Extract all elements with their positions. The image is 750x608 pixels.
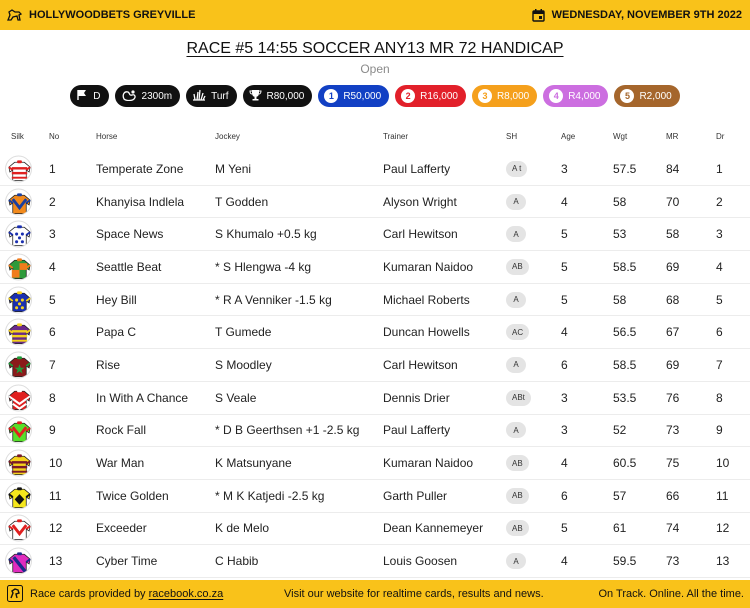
table-row[interactable] bbox=[0, 218, 750, 251]
runner-draw: 9 bbox=[716, 423, 723, 438]
runner-weight: 57.5 bbox=[613, 161, 637, 176]
col-no: No bbox=[49, 132, 60, 141]
chip-prize-2 bbox=[395, 85, 466, 107]
runner-mr: 69 bbox=[666, 259, 680, 274]
runner-weight: 52 bbox=[613, 423, 627, 438]
runner-age: 5 bbox=[561, 259, 568, 274]
jockey-name: S Veale bbox=[215, 390, 257, 405]
sh-badge: AB bbox=[506, 520, 529, 536]
runner-age: 5 bbox=[561, 521, 568, 536]
jockey-name: * D B Geerthsen +1 -2.5 kg bbox=[215, 423, 360, 438]
sh-badge: A t bbox=[506, 161, 527, 177]
jockey-name: T Gumede bbox=[215, 325, 272, 340]
runner-weight: 59.5 bbox=[613, 554, 637, 569]
runner-mr: 70 bbox=[666, 194, 680, 209]
runner-weight: 58 bbox=[613, 292, 627, 307]
runner-draw: 13 bbox=[716, 554, 730, 569]
runner-age: 5 bbox=[561, 227, 568, 242]
chip-prize-1-label: R50,000 bbox=[343, 90, 382, 102]
runner-draw: 10 bbox=[716, 456, 730, 471]
jockey-silk-icon bbox=[5, 417, 32, 444]
col-age: Age bbox=[561, 132, 576, 141]
jockey-silk-icon bbox=[5, 155, 32, 182]
horse-name[interactable]: Twice Golden bbox=[96, 488, 169, 503]
trophy-icon bbox=[249, 89, 262, 104]
runner-mr: 58 bbox=[666, 227, 680, 242]
sh-badge: A bbox=[506, 357, 526, 373]
sh-badge: AB bbox=[506, 455, 529, 471]
runner-age: 4 bbox=[561, 325, 568, 340]
sh-badge: A bbox=[506, 194, 526, 210]
trainer-name: Paul Lafferty bbox=[383, 161, 451, 176]
top-bar bbox=[0, 0, 750, 30]
jockey-name: * R A Venniker -1.5 kg bbox=[215, 292, 332, 307]
runner-weight: 53 bbox=[613, 227, 627, 242]
trainer-name: Paul Lafferty bbox=[383, 423, 451, 438]
jockey-silk-icon bbox=[5, 384, 32, 411]
sh-badge: AC bbox=[506, 324, 529, 340]
runner-no: 8 bbox=[49, 390, 56, 405]
trainer-name: Dennis Drier bbox=[383, 390, 450, 405]
runner-draw: 12 bbox=[716, 521, 730, 536]
chip-distance bbox=[115, 85, 181, 107]
col-wgt: Wgt bbox=[613, 132, 628, 141]
runner-age: 4 bbox=[561, 456, 568, 471]
chip-prize-5-label: R2,000 bbox=[639, 90, 672, 102]
chip-prize-1 bbox=[318, 85, 389, 107]
col-jockey: Jockey bbox=[215, 132, 240, 141]
chip-prize-4 bbox=[543, 85, 608, 107]
runner-age: 3 bbox=[561, 161, 568, 176]
runner-draw: 11 bbox=[716, 488, 729, 503]
col-horse: Horse bbox=[96, 132, 118, 141]
chip-total-stakes bbox=[243, 85, 313, 107]
horse-icon bbox=[6, 8, 22, 22]
table-row[interactable] bbox=[0, 186, 750, 219]
table-row[interactable] bbox=[0, 415, 750, 448]
runner-no: 7 bbox=[49, 357, 56, 372]
chip-surface-label: Turf bbox=[211, 90, 229, 102]
jockey-name: * M K Katjedi -2.5 kg bbox=[215, 488, 325, 503]
jockey-silk-icon bbox=[5, 515, 32, 542]
trainer-name: Dean Kannemeyer bbox=[383, 521, 484, 536]
horse-name[interactable]: Rock Fall bbox=[96, 423, 147, 438]
runner-no: 5 bbox=[49, 292, 56, 307]
jockey-name: K de Melo bbox=[215, 521, 270, 536]
horse-name[interactable]: Seattle Beat bbox=[96, 259, 162, 274]
jockey-silk-icon bbox=[5, 450, 32, 477]
runner-mr: 67 bbox=[666, 325, 680, 340]
runner-mr: 73 bbox=[666, 423, 680, 438]
trainer-name: Louis Goosen bbox=[383, 554, 458, 569]
jockey-name: S Moodley bbox=[215, 357, 272, 372]
table-row[interactable] bbox=[0, 545, 750, 578]
runner-no: 6 bbox=[49, 325, 56, 340]
runner-draw: 6 bbox=[716, 325, 723, 340]
footer-tagline: On Track. Online. All the time. bbox=[598, 588, 744, 600]
runner-no: 9 bbox=[49, 423, 56, 438]
racebook-link[interactable]: racebook.co.za bbox=[148, 588, 224, 600]
runner-draw: 1 bbox=[716, 161, 723, 176]
runner-weight: 57 bbox=[613, 488, 627, 503]
runner-no: 3 bbox=[49, 227, 56, 242]
chip-going bbox=[70, 85, 108, 107]
footer-visit-text: Visit our website for realtime cards, results and news. bbox=[284, 588, 544, 600]
runner-no: 12 bbox=[49, 521, 63, 536]
horse-name[interactable]: Space News bbox=[96, 227, 164, 242]
runner-draw: 8 bbox=[716, 390, 723, 405]
date-block bbox=[532, 9, 742, 22]
chip-prize-2-label: R16,000 bbox=[420, 90, 458, 102]
runner-age: 3 bbox=[561, 423, 568, 438]
table-row[interactable] bbox=[0, 513, 750, 546]
runner-mr: 76 bbox=[666, 390, 680, 405]
table-row[interactable] bbox=[0, 284, 750, 317]
table-row[interactable] bbox=[0, 382, 750, 415]
runner-draw: 4 bbox=[716, 259, 723, 274]
runner-mr: 68 bbox=[666, 292, 680, 307]
jockey-silk-icon bbox=[5, 319, 32, 346]
horse-name[interactable]: Cyber Time bbox=[96, 554, 158, 569]
runner-mr: 74 bbox=[666, 521, 680, 536]
runner-weight: 53.5 bbox=[613, 390, 637, 405]
horse-name[interactable]: Temperate Zone bbox=[96, 161, 184, 176]
runner-weight: 58 bbox=[613, 194, 627, 209]
footer-credit-text: Race cards provided by bbox=[30, 588, 149, 600]
chip-prize-4-label: R4,000 bbox=[568, 90, 601, 102]
sh-badge: A bbox=[506, 226, 526, 242]
runner-mr: 69 bbox=[666, 357, 680, 372]
jockey-name: S Khumalo +0.5 kg bbox=[215, 227, 317, 242]
runner-draw: 7 bbox=[716, 357, 723, 372]
runner-draw: 2 bbox=[716, 194, 723, 209]
flag-icon bbox=[76, 89, 88, 104]
sh-badge: AB bbox=[506, 488, 529, 504]
jockey-silk-icon bbox=[5, 253, 32, 280]
runner-no: 1 bbox=[49, 161, 56, 176]
col-silk: Silk bbox=[11, 132, 24, 141]
jockey-silk-icon bbox=[5, 188, 32, 215]
runner-weight: 58.5 bbox=[613, 357, 637, 372]
jockey-name: * S Hlengwa -4 kg bbox=[215, 259, 312, 274]
col-mr: MR bbox=[666, 132, 679, 141]
table-row[interactable] bbox=[0, 251, 750, 284]
runner-mr: 84 bbox=[666, 161, 680, 176]
chip-distance-label: 2300m bbox=[141, 90, 173, 102]
race-date: WEDNESDAY, NOVEMBER 9TH 2022 bbox=[551, 9, 742, 21]
track-distance-icon bbox=[121, 89, 137, 104]
runner-weight: 56.5 bbox=[613, 325, 637, 340]
footer-credit bbox=[30, 588, 223, 600]
chip-going-label: D bbox=[93, 90, 101, 102]
jockey-name: K Matsunyane bbox=[215, 456, 292, 471]
horse-name[interactable]: In With A Chance bbox=[96, 390, 189, 405]
runner-mr: 66 bbox=[666, 488, 680, 503]
jockey-silk-icon bbox=[5, 482, 32, 509]
table-row[interactable] bbox=[0, 153, 750, 186]
runner-weight: 60.5 bbox=[613, 456, 637, 471]
trainer-name: Duncan Howells bbox=[383, 325, 470, 340]
sh-badge: A bbox=[506, 292, 526, 308]
trainer-name: Kumaran Naidoo bbox=[383, 259, 474, 274]
footer-bar bbox=[0, 580, 750, 608]
venue-name: HOLLYWOODBETS GREYVILLE bbox=[29, 9, 196, 21]
race-subtitle: Open bbox=[360, 62, 390, 76]
place-5-badge: 5 bbox=[620, 89, 634, 103]
table-row[interactable] bbox=[0, 349, 750, 382]
chip-prize-3 bbox=[472, 85, 537, 107]
place-2-badge: 2 bbox=[401, 89, 415, 103]
chip-prize-3-label: R8,000 bbox=[496, 90, 530, 102]
trainer-name: Carl Hewitson bbox=[383, 227, 458, 242]
jockey-silk-icon bbox=[5, 221, 32, 248]
place-4-badge: 4 bbox=[549, 89, 563, 103]
runner-draw: 5 bbox=[716, 292, 723, 307]
horse-name[interactable]: Papa C bbox=[96, 325, 137, 340]
runner-age: 4 bbox=[561, 554, 568, 569]
sh-badge: AB bbox=[506, 259, 529, 275]
table-row[interactable] bbox=[0, 480, 750, 513]
runner-age: 6 bbox=[561, 357, 568, 372]
runner-age: 3 bbox=[561, 390, 568, 405]
col-dr: Dr bbox=[716, 132, 725, 141]
horse-name[interactable]: Hey Bill bbox=[96, 292, 137, 307]
runner-age: 6 bbox=[561, 488, 568, 503]
runner-no: 10 bbox=[49, 456, 63, 471]
runner-mr: 75 bbox=[666, 456, 680, 471]
runner-weight: 58.5 bbox=[613, 259, 637, 274]
table-header bbox=[0, 130, 750, 144]
sh-badge: ABt bbox=[506, 390, 531, 406]
jockey-silk-icon bbox=[5, 351, 32, 378]
racebook-logo-icon bbox=[7, 585, 23, 605]
place-3-badge: 3 bbox=[478, 89, 492, 103]
trainer-name: Michael Roberts bbox=[383, 292, 470, 307]
runner-age: 5 bbox=[561, 292, 568, 307]
sh-badge: A bbox=[506, 422, 526, 438]
jockey-name: C Habib bbox=[215, 554, 259, 569]
table-row[interactable] bbox=[0, 447, 750, 480]
jockey-silk-icon bbox=[5, 286, 32, 313]
trainer-name: Carl Hewitson bbox=[383, 357, 458, 372]
runners-table bbox=[0, 153, 750, 578]
jockey-silk-icon bbox=[5, 548, 32, 575]
trainer-name: Garth Puller bbox=[383, 488, 448, 503]
runner-age: 4 bbox=[561, 194, 568, 209]
chip-prize-5 bbox=[614, 85, 679, 107]
horse-name[interactable]: Khanyisa Indlela bbox=[96, 194, 185, 209]
race-info-chips bbox=[0, 85, 750, 107]
calendar-icon bbox=[532, 9, 545, 22]
race-title: RACE #5 14:55 SOCCER ANY13 MR 72 HANDICAP bbox=[186, 40, 564, 57]
col-trainer: Trainer bbox=[383, 132, 409, 141]
runner-no: 4 bbox=[49, 259, 56, 274]
runner-no: 11 bbox=[49, 488, 62, 503]
horse-name[interactable]: Exceeder bbox=[96, 521, 147, 536]
venue-block bbox=[6, 8, 195, 22]
runner-weight: 61 bbox=[613, 521, 627, 536]
horse-name[interactable]: Rise bbox=[96, 357, 121, 372]
trainer-name: Kumaran Naidoo bbox=[383, 456, 474, 471]
trainer-name: Alyson Wright bbox=[383, 194, 457, 209]
runner-no: 13 bbox=[49, 554, 63, 569]
chip-total-stakes-label: R80,000 bbox=[266, 90, 305, 102]
place-1-badge: 1 bbox=[324, 89, 338, 103]
col-sh: SH bbox=[506, 132, 518, 141]
horse-name[interactable]: War Man bbox=[96, 456, 145, 471]
runner-draw: 3 bbox=[716, 227, 723, 242]
table-row[interactable] bbox=[0, 316, 750, 349]
runner-no: 2 bbox=[49, 194, 56, 209]
jockey-name: M Yeni bbox=[215, 161, 252, 176]
turf-icon bbox=[192, 89, 206, 104]
chip-surface bbox=[186, 85, 236, 107]
jockey-name: T Godden bbox=[215, 194, 269, 209]
sh-badge: A bbox=[506, 553, 526, 569]
runner-mr: 73 bbox=[666, 554, 680, 569]
